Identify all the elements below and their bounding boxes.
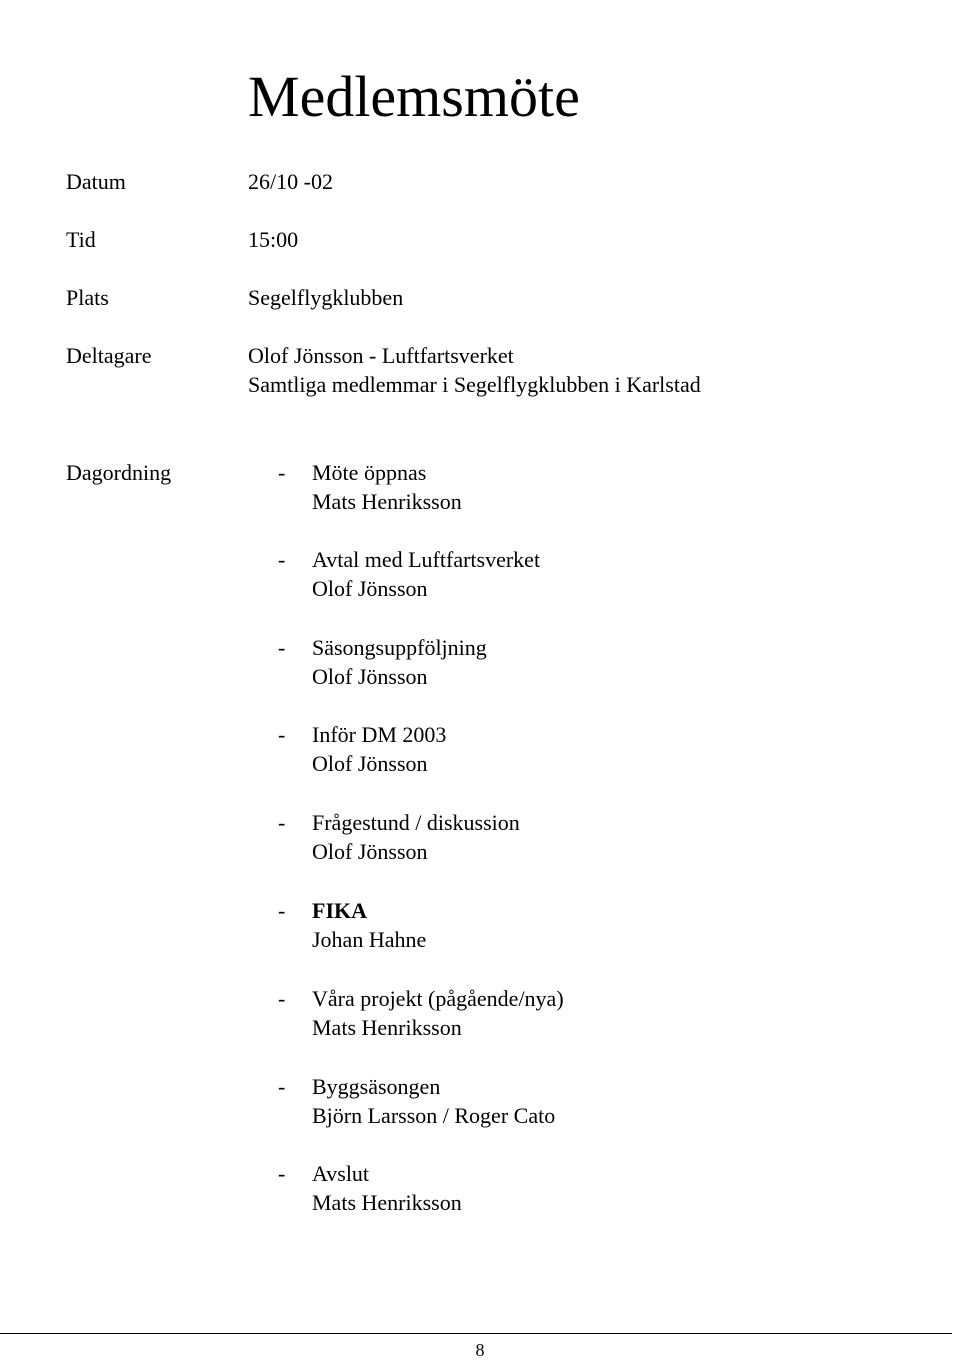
agenda-presenter: Johan Hahne (312, 927, 427, 952)
agenda-topic: FIKA (312, 898, 367, 923)
agenda-topic: Byggsäsongen (312, 1074, 441, 1099)
agenda-dash: - (278, 460, 286, 485)
agenda-item (278, 458, 462, 516)
agenda-dash: - (278, 1074, 286, 1099)
dagordning-label: Dagordning (66, 460, 172, 485)
agenda-item (278, 896, 426, 954)
deltagare-line: Olof Jönsson - Luftfartsverket (248, 343, 514, 368)
agenda-presenter: Olof Jönsson (312, 664, 428, 689)
agenda-dash: - (278, 810, 286, 835)
agenda-topic: Våra projekt (pågående/nya) (312, 986, 564, 1011)
agenda-item (278, 1072, 555, 1130)
footer-divider (0, 1333, 952, 1334)
document-title: Medlemsmöte (248, 64, 580, 129)
datum-value: 26/10 -02 (248, 169, 333, 194)
agenda-topic: Avtal med Luftfartsverket (312, 547, 541, 572)
agenda-presenter: Olof Jönsson (312, 751, 428, 776)
agenda-presenter: Olof Jönsson (312, 576, 428, 601)
agenda-item (278, 1159, 462, 1217)
agenda-presenter: Mats Henriksson (312, 1015, 462, 1040)
agenda-dash: - (278, 898, 286, 923)
agenda-topic: Möte öppnas (312, 460, 427, 485)
page-number: 8 (475, 1340, 485, 1360)
agenda-dash: - (278, 722, 286, 747)
tid-label: Tid (66, 227, 96, 252)
agenda-presenter: Mats Henriksson (312, 1190, 462, 1215)
agenda-topic: Avslut (312, 1161, 370, 1186)
plats-value: Segelflygklubben (248, 285, 404, 310)
agenda-dash: - (278, 635, 286, 660)
datum-label: Datum (66, 169, 126, 194)
tid-value: 15:00 (248, 227, 299, 252)
agenda-item (278, 808, 520, 866)
agenda-topic: Frågestund / diskussion (312, 810, 520, 835)
agenda-presenter: Mats Henriksson (312, 489, 462, 514)
agenda-dash: - (278, 1161, 286, 1186)
agenda-topic: Inför DM 2003 (312, 722, 447, 747)
agenda-topic: Säsongsuppföljning (312, 635, 487, 660)
plats-label: Plats (66, 285, 109, 310)
agenda-presenter: Olof Jönsson (312, 839, 428, 864)
deltagare-label: Deltagare (66, 343, 152, 368)
agenda-dash: - (278, 547, 286, 572)
agenda-item (278, 984, 564, 1042)
agenda-item (278, 545, 540, 603)
agenda-item (278, 720, 446, 778)
agenda-presenter: Björn Larsson / Roger Cato (312, 1103, 556, 1128)
agenda-item (278, 633, 487, 691)
deltagare-line: Samtliga medlemmar i Segelflygklubben i Karlstad (248, 372, 701, 397)
agenda-dash: - (278, 986, 286, 1011)
